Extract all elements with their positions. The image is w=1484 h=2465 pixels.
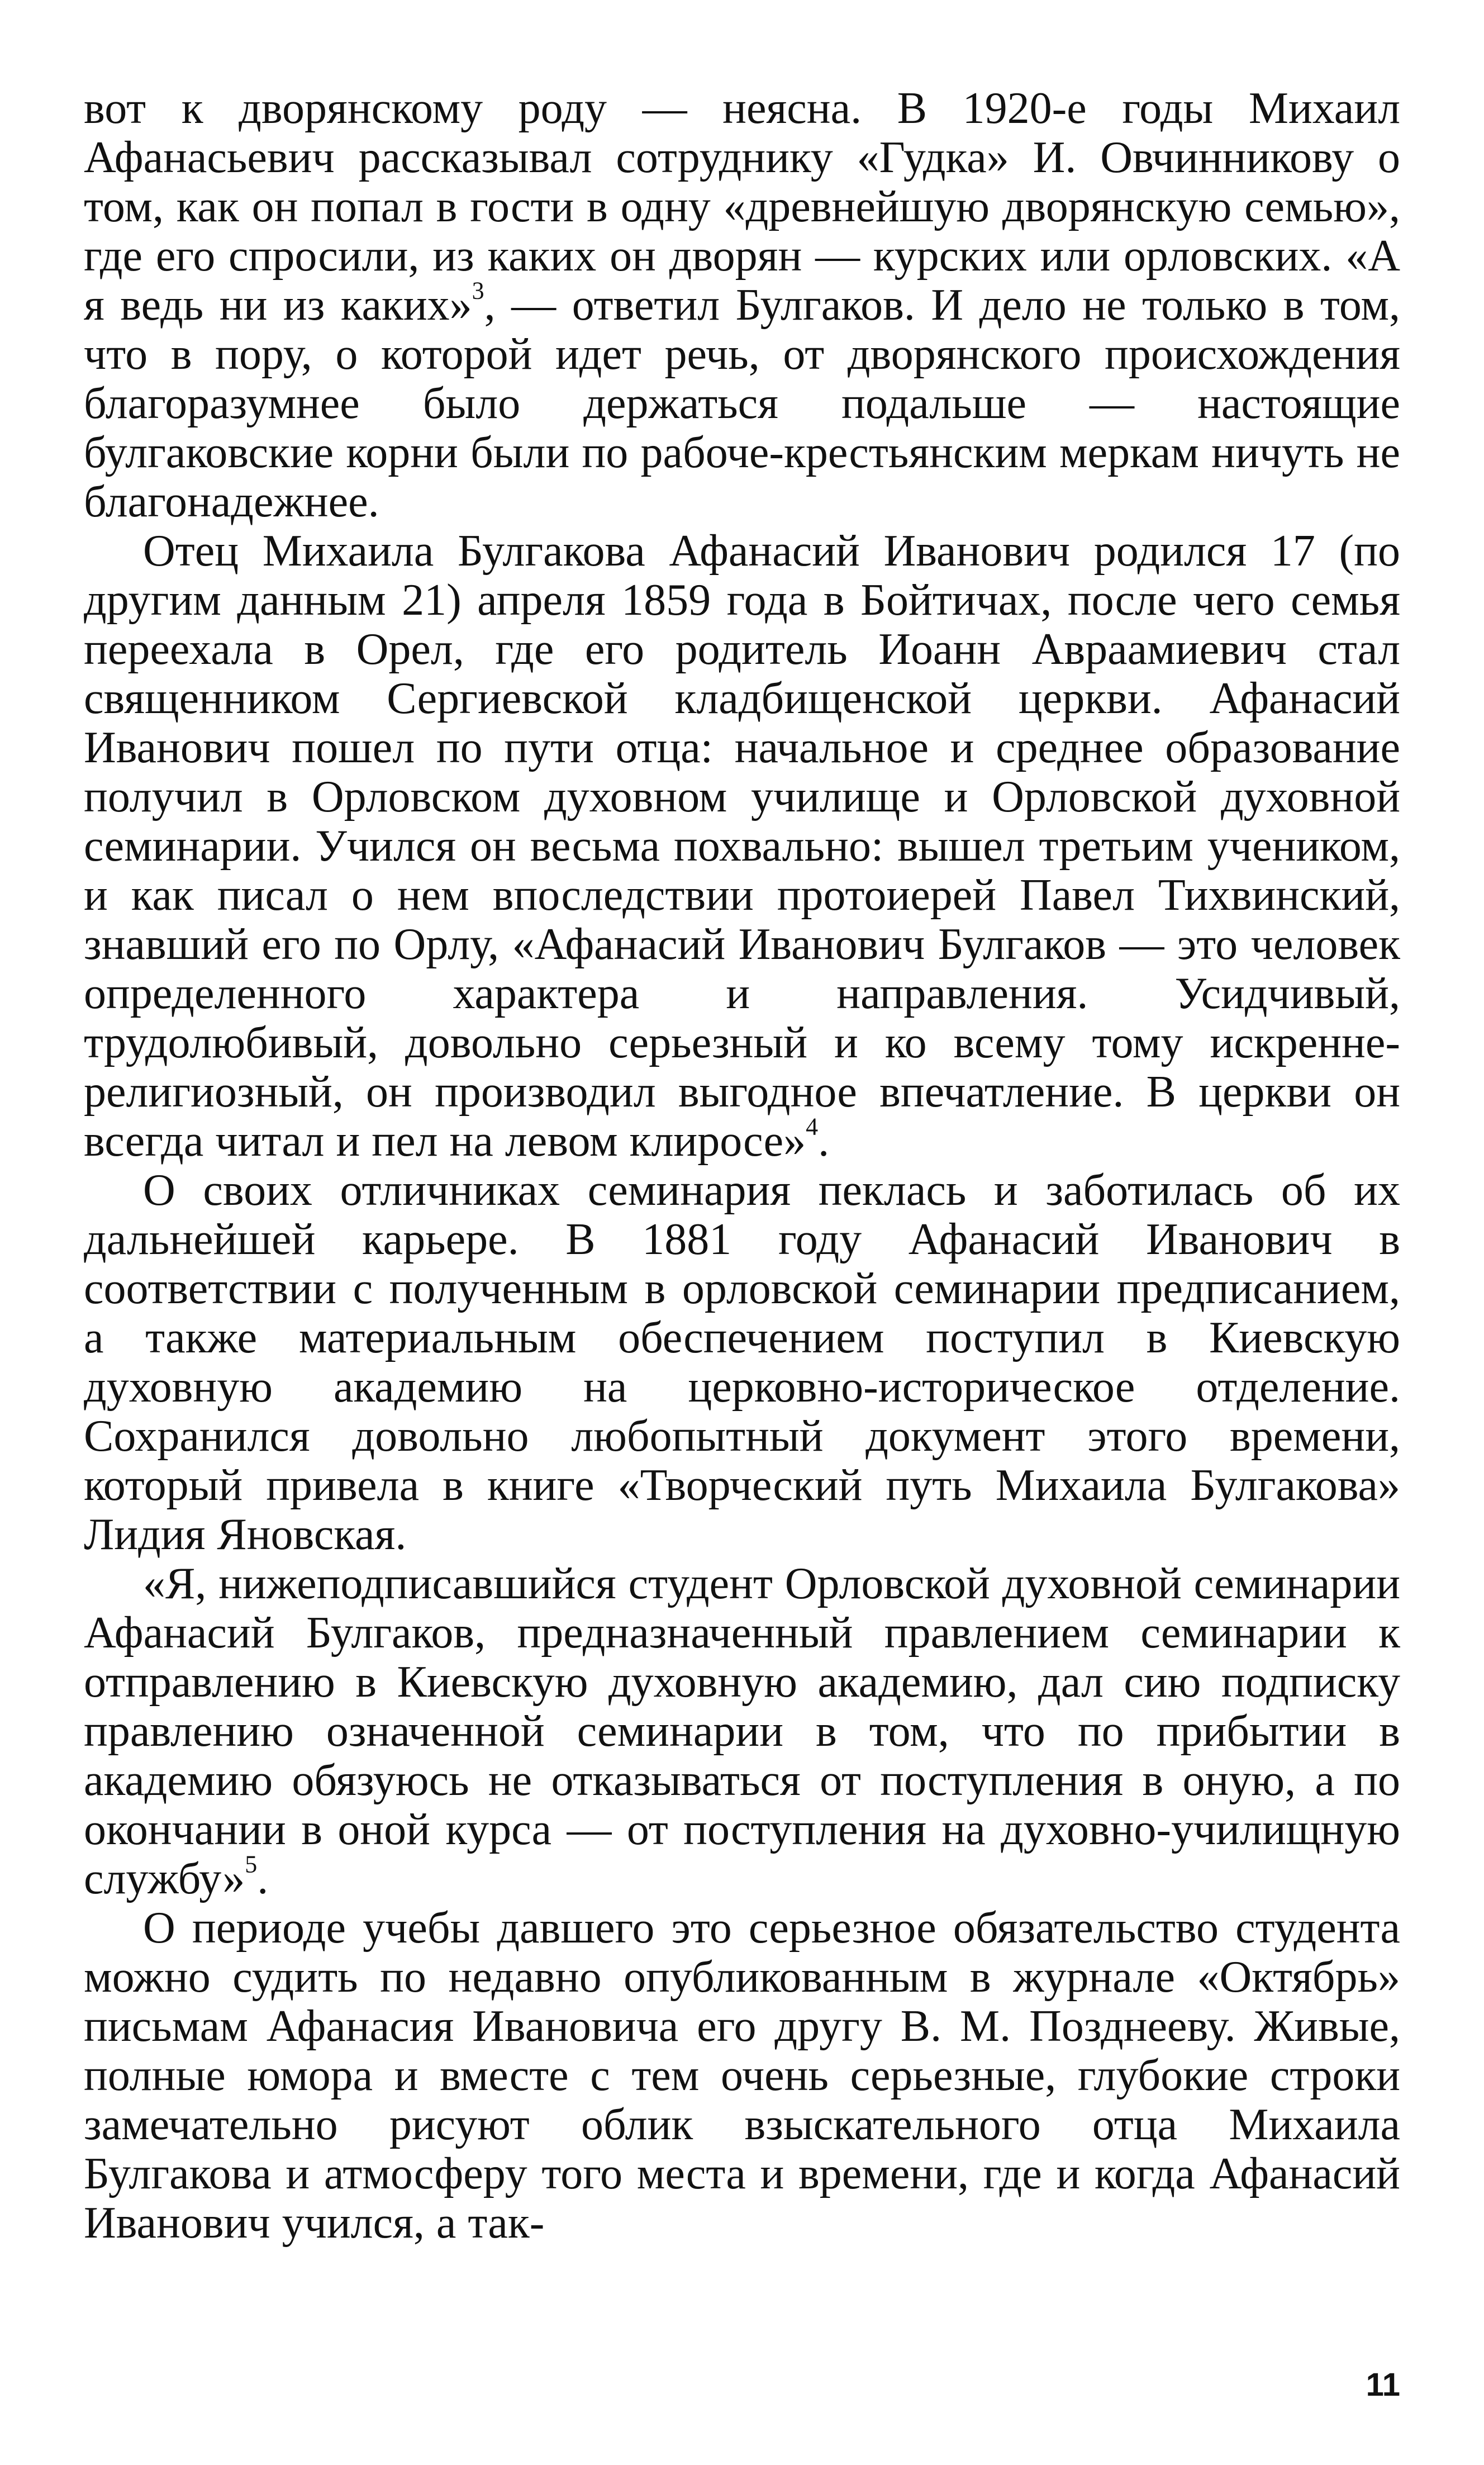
footnote-ref: 5: [245, 1850, 258, 1878]
paragraph-text-tail: .: [257, 1854, 269, 1903]
paragraph-text: вот к дворянскому роду — неясна. В 1920-е годы Михаил Афанасьевич рассказывал сотруднику «Гудка» И. Овчинникову о том, как он попал в гости в одну «древнейшую дворянскую семью», где его спросили, из каких он дворян — курских или орловских. «А я ведь ни из каких»: [84, 84, 1400, 330]
paragraph-text-tail: , — ответил Булгаков. И дело не только в том, что в пору, о которой идет речь, от дворянского происхождения благоразумнее было держаться подальше — настоящие булгаковские корни были по рабоче-крестьянским меркам ничуть не благонадежнее.: [84, 281, 1401, 526]
paragraph-text-tail: .: [818, 1117, 830, 1166]
paragraph-text: О своих отличниках семинария пеклась и заботилась об их дальнейшей карьере. В 1881 году Афанасий Иванович в соответствии с полученным в орловской семинарии предписанием, а также материальным обеспечением поступил в Киевскую духовную академию на церковно-историческое отделение. Сохранился довольно любопытный документ этого времени, который привела в книге «Творческий путь Михаила Булгакова» Лидия Яновская.: [84, 1166, 1400, 1559]
footnote-ref: 4: [806, 1113, 819, 1141]
paragraph-4: [84, 1559, 1400, 1903]
book-page: [84, 84, 1400, 2375]
paragraph-5: [84, 1903, 1400, 2248]
paragraph-text: «Я, нижеподписавшийся студент Орловской духовной семинарии Афанасий Булгаков, предназначенный правлением семинарии к отправлению в Киевскую духовную академию, дал сию подписку правлению означенной семинарии в том, что по прибытии в академию обязуюсь не отказываться от поступления в оную, а по окончании в оной курса — от поступления на духовно-училищную службу»: [84, 1559, 1400, 1903]
paragraph-2: [84, 526, 1400, 1166]
paragraph-text: О периоде учебы давшего это серьезное обязательство студента можно судить по недавно опубликованным в журнале «Октябрь» письмам Афанасия Ивановича его другу В. М. Позднееву. Живые, полные юмора и вместе с тем очень серьезные, глубокие строки замечательно рисуют облик взыскательного отца Михаила Булгакова и атмосферу того места и времени, где и когда Афанасий Иванович учился, а так-: [84, 1903, 1400, 2248]
paragraph-3: [84, 1166, 1400, 1559]
paragraph-text: Отец Михаила Булгакова Афанасий Иванович родился 17 (по другим данным 21) апреля 1859 года в Бойтичах, после чего семья переехала в Орел, где его родитель Иоанн Авраамиевич стал священником Сергиевской кладбищенской церкви. Афанасий Иванович пошел по пути отца: начальное и среднее образование получил в Орловском духовном училище и Орловской духовной семинарии. Учился он весьма похвально: вышел третьим учеником, и как писал о нем впоследствии протоиерей Павел Тихвинский, знавший его по Орлу, «Афанасий Иванович Булгаков — это человек определенного характера и направления. Усидчивый, трудолюбивый, довольно серьезный и ко всему тому искренне-религиозный, он производил выгодное впечатление. В церкви он всегда читал и пел на левом клиросе»: [84, 526, 1400, 1166]
page-number: 11: [1366, 2367, 1400, 2403]
paragraph-1: [84, 84, 1400, 526]
footnote-ref: 3: [472, 277, 484, 305]
